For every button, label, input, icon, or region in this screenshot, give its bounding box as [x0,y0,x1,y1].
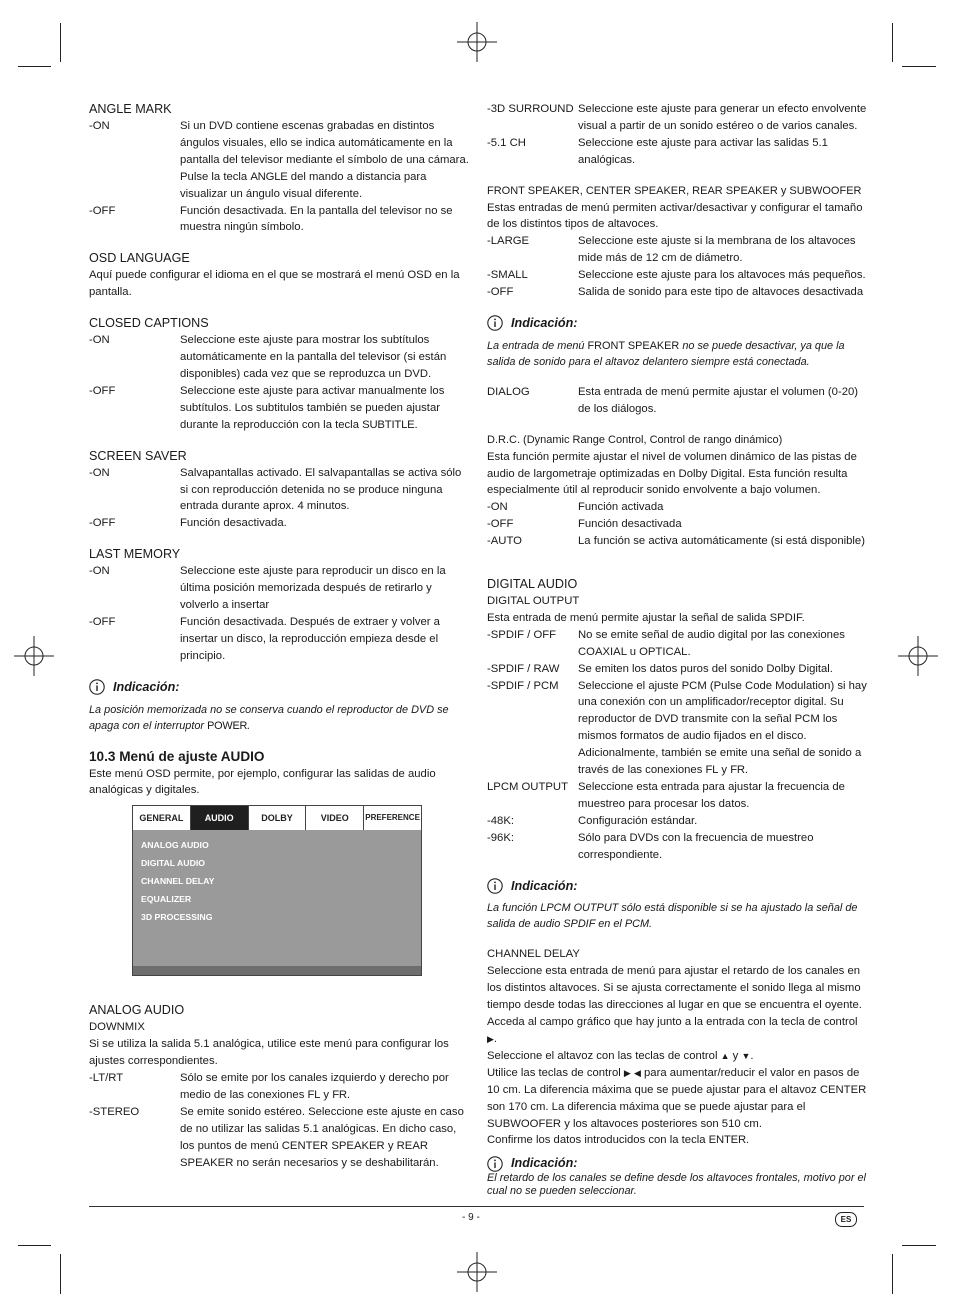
option-key: -SMALL [487,269,528,282]
option-key: DIALOG [487,385,530,398]
digital-audio-text: Esta entrada de menú permite ajustar la señal de salida SPDIF. [487,611,805,624]
option-description: Salvapantallas activado. El salvapantallas se activa sólo si con reproducción detenida no se produce ninguna entrada durante aprox. 4 minutos. [180,466,462,513]
lpcm-output-row [487,779,867,813]
option-description: Se emiten los datos puros del sonido Dolby Digital. [578,662,833,675]
menu-body [133,830,421,966]
note-text: La función LPCM OUTPUT sólo está disponible si se ha ajustado la señal de salida de audio SPDIF en el PCM. [487,902,858,931]
option-description: Seleccione este ajuste si la membrana de los altavoces mide más de 12 cm de diámetro. [578,235,856,265]
registration-mark-icon [898,636,938,676]
tab-general[interactable]: GENERAL [133,806,191,830]
screen-saver-off-row [89,515,469,532]
arrow-left-icon: ◀ [633,1067,641,1078]
speakers-text: Estas entradas de menú permiten activar/desactivar y configurar el tamaño de los distintos tipos de altavoces. [487,201,863,231]
option-key: -OFF [89,204,116,217]
arrow-up-icon: ▲ [720,1050,730,1061]
ltrt-row [89,1070,469,1104]
tab-audio[interactable]: AUDIO [191,806,249,830]
option-description: Salida de sonido para este tipo de altavoces desactivada [578,286,864,299]
spdif-raw-row [487,661,867,678]
page-number: - 9 - [462,1212,480,1223]
option-key: -STEREO [89,1105,140,1118]
footer-divider [89,1206,864,1207]
registration-mark-icon [14,636,54,676]
dialog-row [487,384,867,418]
speakers-title: FRONT SPEAKER, CENTER SPEAKER, REAR SPEAKER y SUBWOOFER [487,184,862,197]
menu-item-digital-audio[interactable]: DIGITAL AUDIO [141,858,206,869]
tab-dolby[interactable]: DOLBY [249,806,307,830]
option-description: Seleccione este ajuste para activar manualmente los subtítulos. Los subtitulos también se pueden ajustar durante la reproducción con la tecla SUBTITLE. [180,384,445,431]
option-key: -OFF [487,286,514,299]
key-name: ANGLE [250,170,288,183]
spdif-off-row [487,627,867,661]
last-memory-on-row [89,563,469,614]
option-description: Función desactivada [578,518,682,531]
5-1-ch-row [487,135,867,169]
arrow-right-icon: ▶ [487,1033,494,1044]
48k-row [487,813,867,830]
option-key: -AUTO [487,535,522,548]
last-memory-title: LAST MEMORY [89,547,181,562]
crop-mark [60,1254,61,1294]
small-row [487,267,867,284]
note-title: Indicación: [113,679,180,694]
3d-surround-row [487,101,867,135]
option-description: Seleccione este ajuste para los altavoces más pequeños. [578,269,866,282]
option-description: Función desactivada. En la pantalla del televisor no se muestra ningún símbolo. [180,204,453,234]
large-row [487,233,867,267]
crop-mark [892,23,893,62]
menu-item-equalizer[interactable]: EQUALIZER [141,894,192,905]
96k-row [487,830,867,864]
note-title: Indicación: [511,1156,578,1171]
channel-delay-text: Seleccione esta entrada de menú para ajustar el retardo de los canales en los distintos altavoces. Si se ajusta correctamente el sonido llega al mismo tiempo desde todas las direcciones al lugar en que se encuentra el oyente. Acceda al campo gráfico que hay junto a la entrada con la tecla de control ▶. [487,963,867,1048]
option-key: -OFF [89,517,116,530]
crop-mark [902,1245,936,1246]
info-icon [487,1156,503,1172]
option-description: Si un DVD contiene escenas grabadas en distintos ángulos visuales, ello se indica automáticamente en la pantalla del televisor mediante el símbolo de una cámara. Pulse la tecla ANGLE del mando a distancia para visualizar un ángulo visual diferente. [180,120,469,200]
option-key: -ON [89,120,110,132]
option-key: -ON [487,501,508,514]
channel-delay-text: Seleccione el altavoz con las teclas de control ▲ y ▼. [487,1048,867,1065]
analog-audio-text: Si se utiliza la salida 5.1 analógica, utilice este menú para configurar los ajustes correspondientes. [89,1038,449,1068]
option-key: LPCM OUTPUT [487,781,568,793]
analog-audio-title: ANALOG AUDIO [89,1003,185,1018]
option-description: Seleccione este ajuste para activar las salidas 5.1 analógicas. [578,136,828,166]
note-text: El retardo de los canales se define desde los altavoces frontales, motivo por el cual no se pueden seleccionar. [487,1172,866,1198]
crop-mark [18,66,51,67]
angle-mark-off-row [89,203,469,237]
option-key: -ON [89,565,110,578]
note-heading [487,878,867,895]
option-key: -LARGE [487,235,530,248]
drc-text: Esta función permite ajustar el nivel de volumen dinámico de las pistas de audio de largometraje optimizadas en Dolby Digital. Esta función resulta especialmente útil al reproducir sonido envolvente a bajo volumen. [487,450,857,497]
option-key: -48K: [487,814,515,827]
crop-mark [60,23,61,62]
note-heading [487,315,867,332]
tab-video[interactable]: VIDEO [306,806,364,830]
screen-saver-title: SCREEN SAVER [89,448,187,463]
info-icon [89,679,105,695]
note-heading [89,679,469,696]
channel-delay-text: Confirme los datos introducidos con la tecla ENTER. [487,1134,750,1147]
option-description: Se emite sonido estéreo. Seleccione este ajuste en caso de no utilizar las salidas 5.1 analógicas. En dicho caso, los puntos de menú CENTER SPEAKER y REAR SPEAKER no serán necesarios y se deshabilitarán. [180,1105,464,1169]
option-key: -LT/RT [89,1072,124,1085]
menu-footer-bar [133,966,421,975]
menu-item-channel-delay[interactable]: CHANNEL DELAY [141,876,215,887]
option-description: Sólo se emite por los canales izquierdo y derecho por medio de las conexiones FL y FR. [180,1072,449,1101]
option-description: Seleccione este ajuste para generar un efecto envolvente visual a partir de un sonido estéreo o de varios canales. [578,103,867,132]
option-description: Seleccione el ajuste PCM (Pulse Code Modulation) si hay una conexión con un amplificador/receptor digital. Su reproductor de DVD transmite con la señal PCM los mismos formatos de audio fijados en el disco. Adicionalmente, también se emite una señal de sonido a través de las conexiones FL y FR. [578,679,867,777]
arrow-right-icon: ▶ [623,1067,631,1078]
option-key: -SPDIF / RAW [487,662,560,675]
menu-tabs [133,806,421,830]
key-name: SUBTITLE [362,418,415,431]
stereo-row [89,1104,469,1172]
option-key: -ON [89,466,110,479]
option-description: Función desactivada. Después de extraer y volver a insertar un disco, la reproducción empieza desde el principio. [180,615,440,662]
option-description: Función activada [578,501,664,514]
digital-output-subtitle: DIGITAL OUTPUT [487,595,580,608]
note-text: La entrada de menú FRONT SPEAKER no se puede desactivar, ya que la salida de sonido para el altavoz delantero siempre está conectada. [487,339,845,368]
crop-mark [18,1245,51,1246]
option-description: La función se activa automáticamente (si está disponible) [578,535,865,548]
osd-language-title: OSD LANGUAGE [89,251,190,266]
option-description: No se emite señal de audio digital por las conexiones COAXIAL u OPTICAL. [578,628,845,658]
channel-delay-text: Utilice las teclas de control ▶ ◀ para aumentar/reducir el valor en pasos de 10 cm. La diferencia máxima que se puede ajustar para el altavoz CENTER son 170 cm. La diferencia máxima que se puede ajustar para el SUBWOOFER y los altavoces posteriores son 510 cm. [487,1066,867,1130]
option-key: -OFF [487,518,514,531]
off-row [487,284,867,301]
section-intro: Este menú OSD permite, por ejemplo, configurar las salidas de audio analógicas y digitales. [89,767,436,797]
screen-saver-on-row [89,465,469,516]
option-key: -3D SURROUND [487,103,574,115]
info-icon [487,315,503,331]
option-key: -OFF [89,615,116,628]
right-column [487,101,867,1198]
option-description: Seleccione este ajuste para mostrar los subtítulos automáticamente en la pantalla del televisor (si están disponibles) cada vez que se reproduzca un DVD. [180,334,447,380]
closed-captions-title: CLOSED CAPTIONS [89,316,209,331]
info-icon [487,878,503,894]
note-title: Indicación: [511,878,578,893]
option-description: Función desactivada. [180,517,287,530]
option-key: -OFF [89,384,116,397]
menu-item-3d-processing[interactable]: 3D PROCESSING [141,912,213,923]
language-badge: ES [835,1212,857,1227]
crop-mark [902,66,936,67]
option-description: Seleccione esta entrada para ajustar la frecuencia de muestreo para procesar los datos. [578,781,845,810]
angle-mark-on-row [89,118,469,203]
downmix-subtitle: DOWNMIX [89,1021,145,1034]
drc-auto-row [487,533,867,550]
crop-mark [892,1254,893,1294]
left-column [89,101,469,1172]
drc-on-row [487,499,867,516]
option-description: Seleccione este ajuste para reproducir un disco en la última posición memorizada después de retirarlo y volverlo a insertar [180,565,446,612]
registration-mark-icon [457,22,497,62]
drc-off-row [487,516,867,533]
spdif-pcm-row [487,678,867,779]
key-name: POWER [207,719,248,732]
closed-captions-off-row [89,383,469,434]
note-title: Indicación: [511,315,578,330]
angle-mark-title: ANGLE MARK [89,102,172,116]
section-title: 10.3 Menú de ajuste AUDIO [89,748,265,764]
last-memory-off-row [89,614,469,665]
menu-item-analog-audio[interactable]: ANALOG AUDIO [141,840,209,851]
option-key: -SPDIF / PCM [487,679,559,692]
option-description: Configuración estándar. [578,814,698,827]
channel-delay-title: CHANNEL DELAY [487,948,580,961]
option-key: -ON [89,334,110,347]
drc-title: D.R.C. (Dynamic Range Control, Control de rango dinámico) [487,433,783,446]
osd-language-text: Aquí puede configurar el idioma en el que se mostrará el menú OSD en la pantalla. [89,269,460,299]
arrow-down-icon: ▼ [741,1050,751,1061]
note-heading [487,1155,867,1172]
option-key: -96K: [487,831,515,844]
option-description: Sólo para DVDs con la frecuencia de muestreo correspondiente. [578,831,814,861]
registration-mark-icon [457,1252,497,1292]
tab-preference[interactable]: PREFERENCE [365,812,420,822]
option-key: -5.1 CH [487,136,526,149]
option-description: Esta entrada de menú permite ajustar el volumen (0-20) de los diálogos. [578,385,859,415]
option-key: -SPDIF / OFF [487,628,557,641]
digital-audio-title: DIGITAL AUDIO [487,577,578,592]
note-text: La posición memorizada no se conserva cuando el reproductor de DVD se apaga con el interruptor POWER. [89,703,449,732]
audio-setup-menu [132,805,422,976]
closed-captions-on-row [89,332,469,383]
